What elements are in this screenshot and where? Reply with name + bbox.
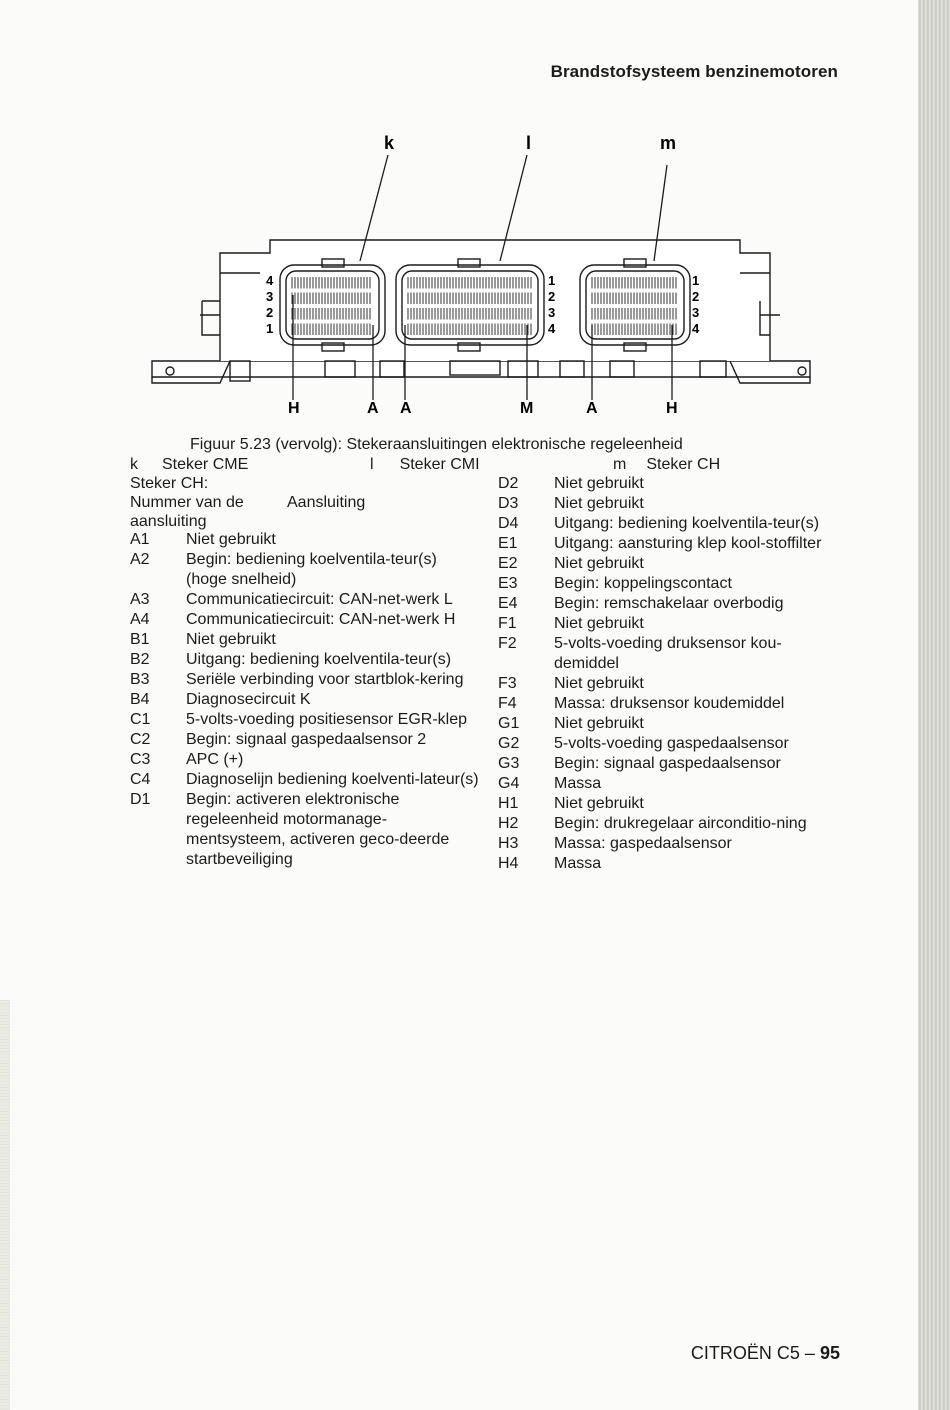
connector-label-l: l [526,133,532,153]
pin-description: Begin: koppelingscontact [554,575,732,592]
pin-entry [498,794,843,814]
page-title: Brandstofsysteem benzinemotoren [550,62,838,81]
pin-description: Communicatiecircuit: CAN-net-werk H [186,611,456,628]
pin-description: Uitgang: bediening koelventila-teur(s) [554,515,820,532]
pin-entry [130,630,482,650]
pin-code: H4 [498,855,519,872]
row-number: 2 [548,289,556,304]
pin-entry [498,814,843,834]
page-number: 95 [819,1343,840,1363]
pin-description: 5-volts-voeding druksensor kou-demiddel [554,635,782,672]
row-number: 1 [692,273,700,288]
pin-entry [498,674,843,694]
row-number: 4 [692,321,700,336]
row-number: 3 [266,289,274,304]
pin-label-a: A [400,400,412,417]
pin-list-left [130,530,482,870]
pin-code: D2 [498,475,519,492]
pin-description: Diagnoselijn bediening koelventi-lateur(s) [186,771,479,788]
pin-code: F2 [498,635,517,652]
pin-label-m: M [520,400,534,417]
pin-entry [130,730,482,750]
pin-code: G3 [498,755,520,772]
pin-description: Begin: bediening koelventila-teur(s) (hoge snelheid) [186,551,437,588]
pin-entry [498,774,843,794]
pin-code: H2 [498,815,519,832]
pin-code: E1 [498,535,518,552]
pin-entry [498,534,843,554]
pin-entry [130,610,482,630]
pin-code: G1 [498,715,520,732]
footer-brand: CITROËN C5 – [690,1343,815,1363]
pin-entry [498,854,843,874]
pin-code: B1 [130,631,150,648]
pin-description: Niet gebruikt [554,615,644,632]
pin-code: C4 [130,771,151,788]
ecu-connector-diagram [140,125,820,425]
connector-label-k: k [384,133,395,153]
page-edge-shadow [918,0,950,1410]
pin-entry [498,474,843,494]
pin-description: Uitgang: aansturing klep kool-stoffilter [554,535,822,552]
pin-description: Begin: remschakelaar overbodig [554,595,784,612]
pin-description: Niet gebruikt [554,795,644,812]
pin-entry [498,714,843,734]
pin-entry [130,550,482,590]
pin-entry [498,494,843,514]
row-number: 4 [266,273,274,288]
column-header-number: Nummer van de [130,494,244,511]
pin-description: APC (+) [186,751,244,768]
pin-entry [130,530,482,550]
pin-code: B4 [130,691,150,708]
pin-entry [498,594,843,614]
pin-description: Massa: druksensor koudemiddel [554,695,785,712]
pin-code: C2 [130,731,151,748]
pin-code: A1 [130,531,150,548]
pin-code: E2 [498,555,518,572]
pin-description: Begin: signaal gaspedaalsensor [554,755,781,772]
pin-code: F4 [498,695,517,712]
pin-code: D4 [498,515,519,532]
pin-code: E4 [498,595,518,612]
pin-label-a: A [367,400,379,417]
pin-entry [130,710,482,730]
pin-description: Niet gebruikt [554,555,644,572]
legend-l: l Steker CMI [370,456,480,473]
pin-description: Begin: activeren elektronische regeleenheid motormanage-mentsysteem, activeren geco-deerde startbeveiliging [186,791,450,868]
pin-description: 5-volts-voeding gaspedaalsensor [554,735,789,752]
pin-entry [130,790,482,870]
pin-code: D1 [130,791,151,808]
row-number: 3 [692,305,700,320]
pin-code: H3 [498,835,519,852]
pin-entry [498,514,843,534]
pin-label-h: H [666,400,678,417]
pin-code: A2 [130,551,150,568]
column-header-number-cont: aansluiting [130,513,207,530]
pin-code: G2 [498,735,520,752]
pin-entry [130,750,482,770]
row-number: 4 [548,321,556,336]
pin-description: 5-volts-voeding positiesensor EGR-klep [186,711,468,728]
pin-description: Niet gebruikt [554,495,644,512]
pin-description: Massa [554,855,602,872]
row-number: 3 [548,305,556,320]
figure-caption: Figuur 5.23 (vervolg): Stekeraansluitingen elektronische regeleenheid [190,436,683,453]
pin-description: Seriële verbinding voor startblok-kering [186,671,464,688]
pin-entry [130,650,482,670]
pin-entry [498,834,843,854]
row-number: 2 [692,289,700,304]
pin-code: B2 [130,651,150,668]
pin-entry [130,770,482,790]
pin-code: H1 [498,795,519,812]
pin-entry [498,574,843,594]
pin-description: Begin: drukregelaar airconditio-ning [554,815,807,832]
pin-code: G4 [498,775,520,792]
section-title: Steker CH: [130,475,209,492]
pin-description: Uitgang: bediening koelventila-teur(s) [186,651,452,668]
pin-label-h: H [288,400,300,417]
pin-description: Massa [554,775,602,792]
column-header-connection: Aansluiting [287,494,366,511]
pin-entry [130,590,482,610]
pin-description: Massa: gaspedaalsensor [554,835,732,852]
pin-entry [498,734,843,754]
pin-description: Niet gebruikt [554,475,644,492]
pin-description: Niet gebruikt [554,675,644,692]
legend-m: m Steker CH [613,456,721,473]
pin-code: A4 [130,611,150,628]
page-footer [691,1343,840,1364]
pin-description: Begin: signaal gaspedaalsensor 2 [186,731,427,748]
pin-entry [498,634,843,674]
row-number: 1 [266,321,274,336]
row-number: 1 [548,273,556,288]
pin-label-a: A [586,400,598,417]
pin-code: E3 [498,575,518,592]
legend-k: k Steker CME [130,456,249,473]
pin-code: F3 [498,675,517,692]
pin-code: A3 [130,591,150,608]
pin-description: Communicatiecircuit: CAN-net-werk L [186,591,453,608]
page-edge-shadow-left [0,1000,10,1410]
pin-entry [498,614,843,634]
pin-code: D3 [498,495,519,512]
pin-code: F1 [498,615,517,632]
pin-code: C3 [130,751,151,768]
pin-code: C1 [130,711,151,728]
connector-label-m: m [660,133,677,153]
pin-description: Niet gebruikt [186,531,276,548]
row-number: 2 [266,305,274,320]
pin-description: Niet gebruikt [186,631,276,648]
pin-entry [130,670,482,690]
pin-list-right [498,474,843,874]
pin-entry [498,754,843,774]
pin-description: Niet gebruikt [554,715,644,732]
pin-entry [498,694,843,714]
pin-code: B3 [130,671,150,688]
pin-entry [498,554,843,574]
pin-entry [130,690,482,710]
pin-description: Diagnosecircuit K [186,691,311,708]
